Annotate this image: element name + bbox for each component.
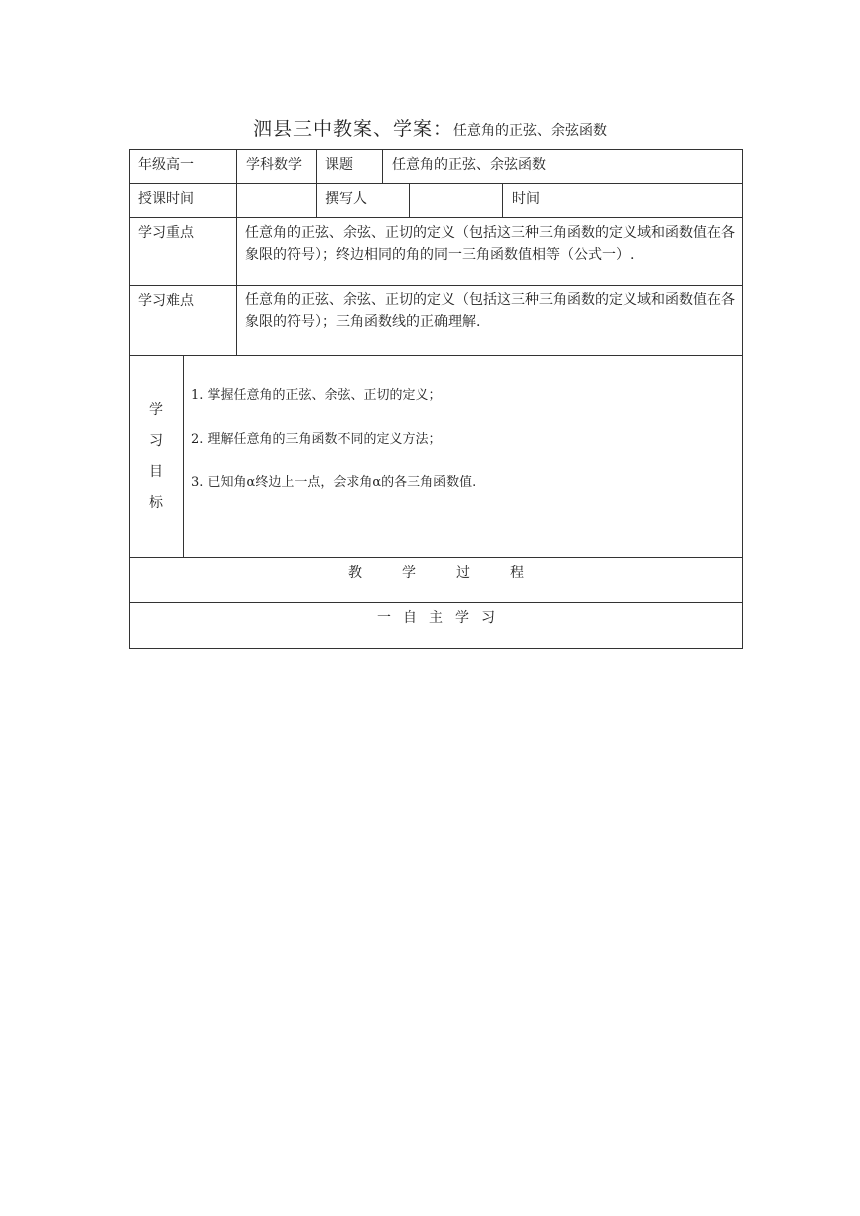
column-divider [236, 217, 237, 355]
goal-item: 2. 理解任意角的三角函数不同的定义方法； [191, 432, 442, 447]
subject-cell: 学科数学 [246, 157, 302, 173]
row-divider [129, 183, 743, 184]
document-title [0, 114, 860, 141]
column-divider [183, 355, 184, 557]
document-title-main: 泗县三中教案、学案： [252, 118, 453, 140]
goals-label-char: 标 [149, 495, 163, 511]
grade-cell: 年级高一 [138, 157, 194, 173]
column-divider [316, 149, 317, 183]
row-divider [129, 557, 743, 558]
goals-label-char: 习 [149, 433, 163, 449]
column-divider [316, 183, 317, 217]
teach-time-label: 授课时间 [138, 191, 194, 207]
column-divider [409, 183, 410, 217]
column-divider [236, 183, 237, 217]
section-heading: 一 自 主 学 习 [377, 610, 495, 626]
key-points-label: 学习重点 [138, 225, 194, 241]
document-title-topic: 任意角的正弦、余弦函数 [453, 123, 607, 139]
difficulties-text: 任意角的正弦、余弦、正切的定义（包括这三种三角函数的定义域和函数值在各象限的符号）；三角函数线的正确理解. [245, 292, 735, 330]
time-label: 时间 [512, 191, 540, 207]
key-points-text: 任意角的正弦、余弦、正切的定义（包括这三种三角函数的定义域和函数值在各象限的符号）；终边相同的角的同一三角函数值相等（公式一）. [245, 225, 735, 263]
teaching-process-heading: 教 学 过 程 [348, 565, 524, 581]
goals-label-char: 目 [149, 464, 163, 480]
row-divider [129, 602, 743, 603]
table-border-bottom [129, 648, 743, 649]
topic-label: 课题 [325, 157, 353, 173]
row-divider [129, 355, 743, 356]
goal-item: 1. 掌握任意角的正弦、余弦、正切的定义； [191, 388, 442, 403]
row-divider [129, 217, 743, 218]
column-divider [502, 183, 503, 217]
column-divider [382, 149, 383, 183]
difficulties-label: 学习难点 [138, 293, 194, 309]
column-divider [236, 149, 237, 183]
author-label: 撰写人 [325, 191, 367, 207]
table-border-top [129, 149, 743, 150]
lesson-plan-table [129, 149, 743, 649]
goal-item: 3. 已知角α终边上一点，会求角α的各三角函数值. [191, 475, 477, 490]
row-divider [129, 285, 743, 286]
goals-label-char: 学 [149, 402, 163, 418]
topic-value: 任意角的正弦、余弦函数 [392, 157, 546, 173]
